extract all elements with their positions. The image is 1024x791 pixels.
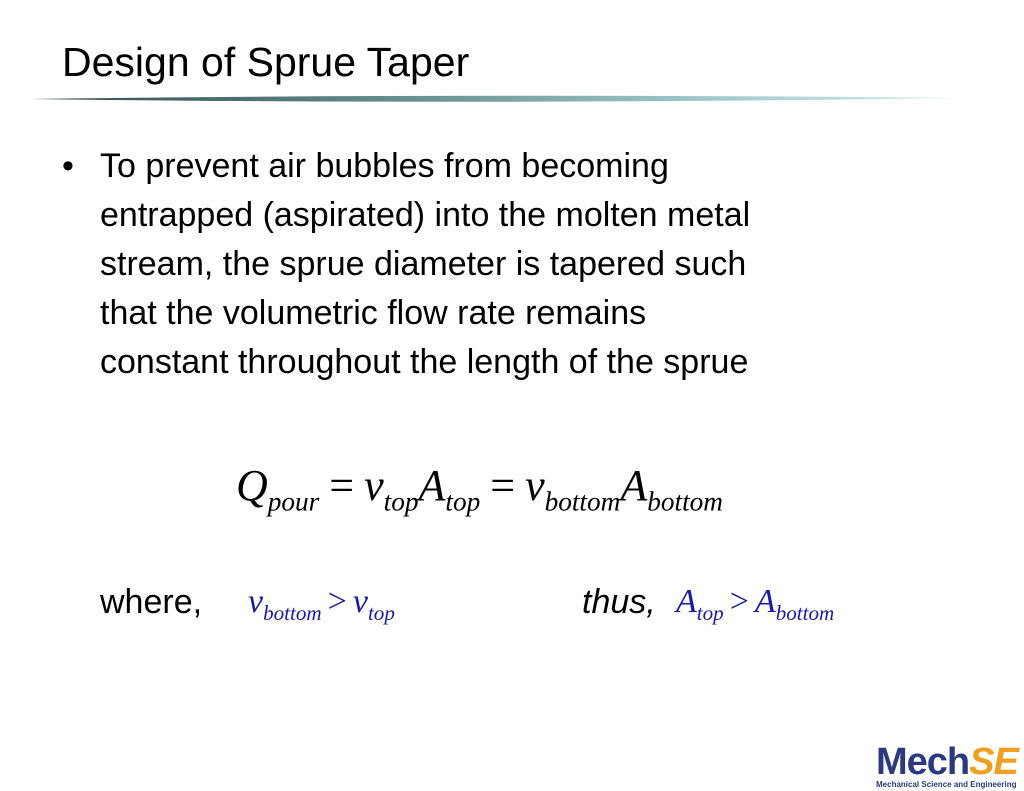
eq-v-top-sub: top [383,486,419,517]
logo-subtitle: Mechanical Science and Engineering [876,780,1017,789]
eq-v-bottom-sub: bottom [544,486,621,517]
bullet-line: To prevent air bubbles from becoming [100,147,669,185]
logo-wordmark [876,741,1024,783]
bullet-line: that the volumetric flow rate remains [100,294,647,332]
rel-greater-than: > [327,583,347,620]
bullet-line: entrapped (aspirated) into the molten metal [100,196,751,234]
area-relation [676,580,834,624]
eq-a-top-sub: top [445,486,481,517]
eq-equals: = [490,461,516,510]
rel-a-bottom: A [754,583,776,620]
rel-v-bottom: v [248,583,264,620]
eq-q-sub: pour [267,486,320,517]
bullet-text [100,142,920,387]
rel-v-bottom-sub: bottom [263,601,322,625]
eq-v-bottom: v [525,461,545,510]
rel-greater-than: > [729,583,749,620]
logo-se: SE [969,741,1018,783]
bullet-line: stream, the sprue diameter is tapered such [100,245,747,283]
eq-a-top: A [418,461,446,510]
bullet-marker: • [62,147,74,185]
logo-mech: Mech [876,741,970,783]
eq-q: Q [236,461,268,510]
mechse-logo [876,741,1024,791]
where-label: where, [100,583,203,621]
flow-rate-equation [236,458,723,517]
eq-v-top: v [364,461,384,510]
eq-a-bottom-sub: bottom [647,486,723,517]
slide-title: Design of Sprue Taper [62,39,470,85]
eq-equals: = [329,461,355,510]
rel-a-top-sub: top [696,601,724,625]
bullet-line: constant throughout the length of the sprue [100,343,749,381]
rel-v-top-sub: top [367,601,395,625]
velocity-relation [248,580,395,624]
rel-v-top: v [352,583,368,620]
title-underline [30,94,960,104]
rel-a-bottom-sub: bottom [775,601,835,625]
rel-a-top: A [676,583,697,620]
thus-label: thus, [582,583,656,621]
eq-a-bottom: A [620,461,648,510]
